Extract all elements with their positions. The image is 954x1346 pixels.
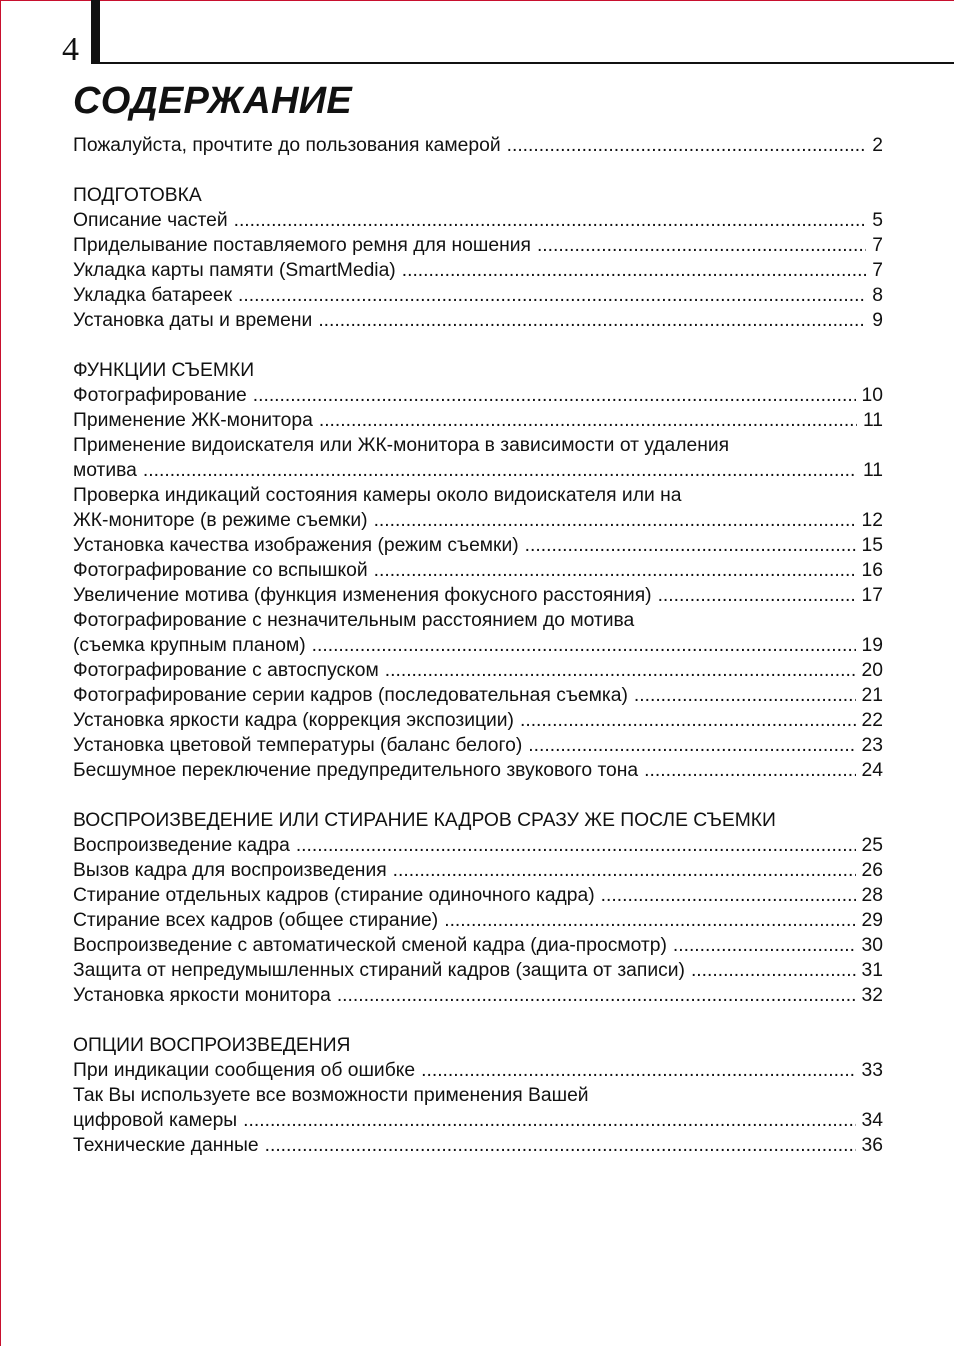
toc-entry-text: ЖК-мониторе (в режиме съемки) <box>73 510 368 531</box>
section-heading: ПОДГОТОВКА <box>73 185 202 206</box>
toc-sections <box>73 158 883 1158</box>
toc-entry-page: 34 <box>861 1110 883 1131</box>
toc-entry[interactable] <box>73 208 883 233</box>
toc-entry-page: 2 <box>872 135 883 156</box>
toc-entry-page: 25 <box>861 835 883 856</box>
dot-leader <box>691 958 856 983</box>
toc-entry-text: Пожалуйста, прочтите до пользования камерой <box>73 135 501 156</box>
dot-leader <box>528 733 855 758</box>
toc-entry-text: Увеличение мотива (функция изменения фокусного расстояния) <box>73 585 652 606</box>
page-edge-top <box>0 0 954 1</box>
toc-entry-page: 17 <box>861 585 883 606</box>
toc-entry-page: 23 <box>861 735 883 756</box>
toc-entry[interactable] <box>73 858 883 883</box>
toc-entry[interactable] <box>73 933 883 958</box>
toc-entry-text: Установка даты и времени <box>73 310 313 331</box>
toc-entry[interactable] <box>73 508 883 533</box>
page-number: 4 <box>62 31 79 68</box>
section-heading: ФУНКЦИИ СЪЕМКИ <box>73 360 255 381</box>
toc-entry[interactable] <box>73 708 883 733</box>
toc-entry-page: 21 <box>861 685 883 706</box>
toc-entry[interactable] <box>73 1058 883 1083</box>
dot-leader <box>265 1133 856 1158</box>
toc-entry[interactable] <box>73 633 883 658</box>
dot-leader <box>337 983 856 1008</box>
toc-entry-page: 31 <box>861 960 883 981</box>
page-edge-left <box>0 0 1 1346</box>
dot-leader <box>601 883 856 908</box>
section-heading: ВОСПРОИЗВЕДЕНИЕ ИЛИ СТИРАНИЕ КАДРОВ СРАЗУ ЖЕ ПОСЛЕ СЪЕМКИ <box>73 810 776 831</box>
toc-entry-text-first-line[interactable]: Проверка индикаций состояния камеры около видоискателя или на <box>73 485 682 506</box>
toc-entry[interactable] <box>73 658 883 683</box>
dot-leader <box>238 283 866 308</box>
toc-entry-text: Вызов кадра для воспроизведения <box>73 860 387 881</box>
toc-entry-text: Описание частей <box>73 210 228 231</box>
toc-entry-text: Стирание всех кадров (общее стирание) <box>73 910 439 931</box>
dot-leader <box>318 308 866 333</box>
toc-entry-text: Технические данные <box>73 1135 259 1156</box>
dot-leader <box>319 408 857 433</box>
dot-leader <box>507 133 867 158</box>
toc-entry-text: При индикации сообщения об ошибке <box>73 1060 416 1081</box>
toc-entry[interactable] <box>73 958 883 983</box>
dot-leader <box>634 683 856 708</box>
toc-entry-page: 32 <box>861 985 883 1006</box>
dot-leader <box>374 558 856 583</box>
dot-leader <box>444 908 855 933</box>
toc-entry-text: Воспроизведение кадра <box>73 835 290 856</box>
toc-entry-text-first-line[interactable]: Так Вы используете все возможности применения Вашей <box>73 1085 589 1106</box>
toc-entry-page: 7 <box>872 235 883 256</box>
header-rule <box>100 62 954 64</box>
section-gap <box>73 1008 883 1033</box>
dot-leader <box>234 208 867 233</box>
toc-entry-page: 9 <box>872 310 883 331</box>
toc-entry-page: 28 <box>861 885 883 906</box>
table-of-contents <box>73 133 883 1158</box>
dot-leader <box>296 833 856 858</box>
toc-entry-text: Установка яркости монитора <box>73 985 331 1006</box>
dot-leader <box>374 508 856 533</box>
toc-entry-text: Фотографирование со вспышкой <box>73 560 368 581</box>
toc-entry-page: 24 <box>861 760 883 781</box>
dot-leader <box>644 758 855 783</box>
toc-entry-text: Бесшумное переключение предупредительного звукового тона <box>73 760 639 781</box>
toc-entry-page: 30 <box>861 935 883 956</box>
toc-entry[interactable] <box>73 308 883 333</box>
toc-entry-text: Фотографирование <box>73 385 247 406</box>
dot-leader <box>658 583 856 608</box>
toc-entry-text: Фотографирование с автоспуском <box>73 660 379 681</box>
toc-entry-page: 16 <box>861 560 883 581</box>
toc-entry-text: Укладка батареек <box>73 285 233 306</box>
toc-entry-text: Защита от непредумышленных стираний кадров (защита от записи) <box>73 960 685 981</box>
toc-entry[interactable] <box>73 408 883 433</box>
toc-entry-text-first-line[interactable]: Применение видоискателя или ЖК-монитора в зависимости от удаления <box>73 435 730 456</box>
toc-entry-page: 26 <box>861 860 883 881</box>
section-heading: ОПЦИИ ВОСПРОИЗВЕДЕНИЯ <box>73 1035 351 1056</box>
toc-entry-page: 12 <box>861 510 883 531</box>
toc-entry[interactable] <box>73 1108 883 1133</box>
toc-entry-page: 15 <box>861 535 883 556</box>
section-gap <box>73 158 883 183</box>
dot-leader <box>312 633 856 658</box>
page-title: СОДЕРЖАНИЕ <box>73 80 352 122</box>
dot-leader <box>243 1108 855 1133</box>
toc-entry-page: 29 <box>861 910 883 931</box>
dot-leader <box>537 233 866 258</box>
toc-entry[interactable] <box>73 758 883 783</box>
toc-entry-page: 22 <box>861 710 883 731</box>
toc-entry[interactable] <box>73 458 883 483</box>
toc-entry[interactable] <box>73 233 883 258</box>
toc-entry-text: Установка яркости кадра (коррекция экспозиции) <box>73 710 514 731</box>
dot-leader <box>673 933 856 958</box>
dot-leader <box>393 858 856 883</box>
dot-leader <box>520 708 856 733</box>
toc-entry-page: 11 <box>862 410 883 431</box>
toc-entry-text: Приделывание поставляемого ремня для ношения <box>73 235 531 256</box>
dot-leader <box>143 458 857 483</box>
toc-entry[interactable] <box>73 258 883 283</box>
header-bar <box>91 0 100 64</box>
toc-entry-text: Установка цветовой температуры (баланс белого) <box>73 735 523 756</box>
toc-entry[interactable] <box>73 733 883 758</box>
toc-entry[interactable] <box>73 383 883 408</box>
toc-entry-page: 8 <box>872 285 883 306</box>
toc-entry[interactable] <box>73 908 883 933</box>
toc-entry-page: 20 <box>861 660 883 681</box>
toc-entry-page: 11 <box>862 460 883 481</box>
toc-entry[interactable] <box>73 683 883 708</box>
toc-entry-text: Применение ЖК-монитора <box>73 410 313 431</box>
toc-entry-page: 7 <box>872 260 883 281</box>
dot-leader <box>402 258 867 283</box>
toc-entry[interactable] <box>73 533 883 558</box>
toc-entry[interactable] <box>73 558 883 583</box>
toc-entry[interactable] <box>73 1133 883 1158</box>
toc-entry[interactable] <box>73 583 883 608</box>
toc-entry[interactable] <box>73 833 883 858</box>
toc-entry[interactable] <box>73 133 883 158</box>
toc-entry-text: Стирание отдельных кадров (стирание одиночного кадра) <box>73 885 595 906</box>
toc-entry-text: Установка качества изображения (режим съемки) <box>73 535 519 556</box>
toc-entry-text: мотива <box>73 460 137 481</box>
dot-leader <box>253 383 856 408</box>
toc-entry-page: 19 <box>861 635 883 656</box>
toc-entry[interactable] <box>73 983 883 1008</box>
toc-entry-text-first-line[interactable]: Фотографирование с незначительным расстоянием до мотива <box>73 610 635 631</box>
toc-entry-text: цифровой камеры <box>73 1110 238 1131</box>
section-gap <box>73 333 883 358</box>
toc-entry-text: Воспроизведение с автоматической сменой кадра (диа-просмотр) <box>73 935 667 956</box>
toc-entry-text: Фотографирование серии кадров (последовательная съемка) <box>73 685 628 706</box>
toc-entry-page: 36 <box>861 1135 883 1156</box>
dot-leader <box>421 1058 855 1083</box>
section-gap <box>73 783 883 808</box>
toc-entry-page: 10 <box>861 385 883 406</box>
toc-entry-page: 33 <box>861 1060 883 1081</box>
toc-entry-page: 5 <box>872 210 883 231</box>
toc-entry[interactable] <box>73 283 883 308</box>
dot-leader <box>525 533 856 558</box>
toc-entry-text: Укладка карты памяти (SmartMedia) <box>73 260 396 281</box>
toc-entry[interactable] <box>73 883 883 908</box>
toc-entry-text: (съемка крупным планом) <box>73 635 306 656</box>
dot-leader <box>385 658 856 683</box>
